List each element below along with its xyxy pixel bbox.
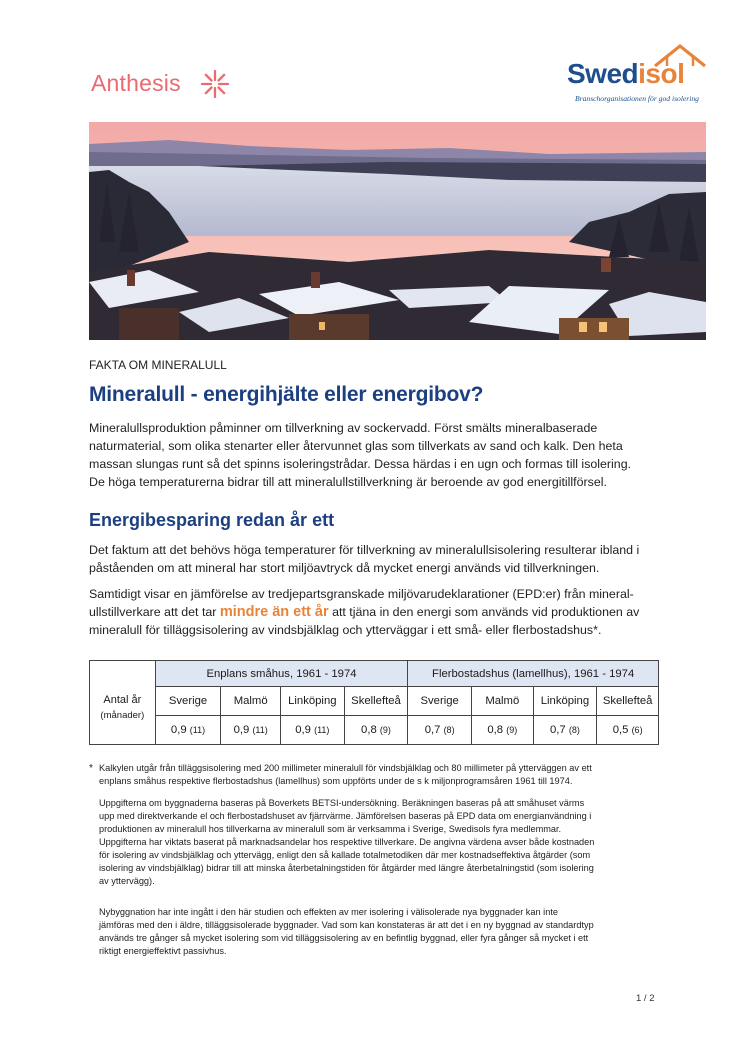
intro-line-2: naturmaterial, som olika stenarter eller återvunnet glas som tillverkats av sand och kalk. Den heta — [89, 439, 623, 453]
col-header: Skellefteå — [344, 687, 408, 716]
paragraph-3 — [89, 585, 679, 639]
para3-line-3: mineralull för tilläggsisolering av vindsbjälklag och ytterväggar i ett små- eller flerbostadshus*. — [89, 623, 602, 637]
intro-line-1: Mineralullsproduktion påminner om tillverkning av sockervadd. Först smälts mineralbaserade — [89, 421, 598, 435]
cell-value: 0,5 — [612, 724, 629, 736]
winter-landscape-photo — [89, 122, 706, 340]
table-cell — [597, 716, 659, 745]
table-cell — [344, 716, 408, 745]
col-header: Linköping — [533, 687, 597, 716]
table-cell — [281, 716, 345, 745]
cell-value: 0,9 — [233, 724, 250, 736]
cell-value: 0,9 — [170, 724, 187, 736]
para3-line-2b: att tjäna in den energi som används vid produktionen av — [328, 605, 640, 619]
section-title: Energibesparing redan år ett — [89, 510, 335, 530]
cell-value: 0,8 — [487, 724, 504, 736]
col-header: Sverige — [155, 687, 221, 716]
swedisol-logo-part2: isol — [638, 58, 685, 89]
swedisol-logo-part1: Swed — [567, 58, 639, 89]
cell-value: 0,7 — [550, 724, 566, 736]
group-header-flerbostadshus: Flerbostadshus (lamellhus), 1961 - 1974 — [408, 661, 659, 687]
cell-months: (8) — [443, 725, 455, 735]
anthesis-asterisk-icon — [199, 68, 231, 100]
row-label: Antal år — [103, 693, 142, 706]
footnote-line: används tre gånger så mycket isolering som vid tilläggsisolering av en befintlig byggnad, eller fyra gånger så mycket i ett — [99, 933, 589, 943]
cell-months: (9) — [379, 725, 391, 735]
para2-line-2: påståenden om att mineral har stort miljöavtryck då mycket energi används vid tillverkningen. — [89, 561, 600, 575]
footnote-line: isolering av vindsbjälklag) bidrar till att minska återbetalningstiden för åtgärder med längre återbetalningstid (som isolering — [99, 863, 594, 873]
footnote-line: av yttervägg). — [99, 876, 155, 886]
footnote-line: produktionen av mineralull hos tillverkarna av mineralull som är verksamma i Sverige, Swedisols fyra medlemmar. — [99, 824, 562, 834]
footnote-line: riktigt energieffektivt passivhus. — [99, 946, 227, 956]
table-cell — [533, 716, 597, 745]
col-header: Linköping — [281, 687, 345, 716]
footnote-2 — [99, 797, 675, 888]
col-header: Malmö — [471, 687, 533, 716]
para2-line-1: Det faktum att det behövs höga temperaturer för tillverkning av mineralullsisolering resulterar ibland i — [89, 543, 640, 557]
footnote-line: jämföras med den i äldre, tilläggsisolerade byggnader. Vad som kan konstateras är att det i en ny byggnad av standardtyp — [99, 920, 594, 930]
page-number: 1 / 2 — [636, 993, 655, 1004]
kicker-label: FAKTA OM MINERALULL — [89, 358, 227, 372]
intro-paragraph — [89, 419, 679, 491]
col-header: Malmö — [221, 687, 281, 716]
cell-months: (6) — [631, 725, 643, 735]
cell-value: 0,9 — [295, 724, 311, 736]
cell-months: (11) — [314, 725, 330, 735]
cell-months: (9) — [506, 725, 518, 735]
footnote-3 — [99, 906, 675, 958]
swedisol-tagline: Branschorganisationen för god isolering — [575, 94, 699, 103]
table-cell — [471, 716, 533, 745]
footnote-1 — [99, 762, 675, 788]
table-cell — [408, 716, 472, 745]
highlight-text: mindre än ett år — [219, 604, 329, 620]
paragraph-2 — [89, 541, 679, 577]
footnote-marker: * — [89, 763, 93, 774]
cell-value: 0,7 — [424, 724, 441, 736]
page-title: Mineralull - energihjälte eller energibov? — [89, 383, 484, 406]
footnote-line: Nybyggnation har inte ingått i den här studien och effekten av mer isolering i välisolerade nya byggnader kan inte — [99, 907, 558, 917]
anthesis-logo: Anthesis — [91, 70, 181, 96]
col-header: Skellefteå — [597, 687, 659, 716]
cell-months: (8) — [568, 725, 580, 735]
cell-months: (11) — [189, 725, 206, 735]
table-cell — [155, 716, 221, 745]
footnote-line: enplans småhus respektive flerbostadshus (lamellhus) som uppförts under de s k miljonprogramsåren 1961 till 1974. — [99, 776, 573, 786]
intro-line-4: De höga temperaturerna bidrar till att mineralullstillverkning är beroende av god energitillförsel. — [89, 475, 607, 489]
table-cell — [221, 716, 281, 745]
footnote-line: Uppgifterna har viktats baserat på marknadsandelar hos respektive tillverkare. De angivna värdena avser både kostnaden — [99, 837, 595, 847]
footnote-line: Uppgifterna om byggnaderna baseras på Boverkets BETSI-undersökning. Beräkningen baseras på att småhuset värms — [99, 798, 585, 808]
footnote-line: upp med direktverkande el och flerbostadshuset av fjärrvärme. Jämförelsen baseras på EPD data om energianvändning i — [99, 811, 592, 821]
row-label-unit: (månader) — [100, 709, 145, 721]
para3-line-1: Samtidigt visar en jämförelse av tredjepartsgranskade miljövarudeklarationer (EPD:er) från mineral- — [89, 587, 634, 601]
intro-line-3: massan slungas runt så det spinns isoleringstrådar. Dessa härdas i en ugn och formas till isolering. — [89, 457, 632, 471]
payback-table — [89, 660, 659, 745]
para3-line-2a: ullstillverkare att det tar — [89, 605, 220, 619]
swedisol-logo — [567, 42, 709, 106]
footnote-line: för isolering av vindsbjälklag och yttervägg, enligt den så kallade totalmetodiken där mer kostnadseffektiva åtgärder (som — [99, 850, 591, 860]
footnote-line: Kalkylen utgår från tilläggsisolering med 200 millimeter mineralull för vindsbjälklag och 80 millimeter på ytterväggen av ett — [99, 763, 592, 773]
group-header-smahus: Enplans småhus, 1961 - 1974 — [155, 661, 408, 687]
cell-months: (11) — [252, 725, 268, 735]
col-header: Sverige — [408, 687, 472, 716]
cell-value: 0,8 — [361, 724, 377, 736]
row-label-cell — [90, 661, 156, 745]
